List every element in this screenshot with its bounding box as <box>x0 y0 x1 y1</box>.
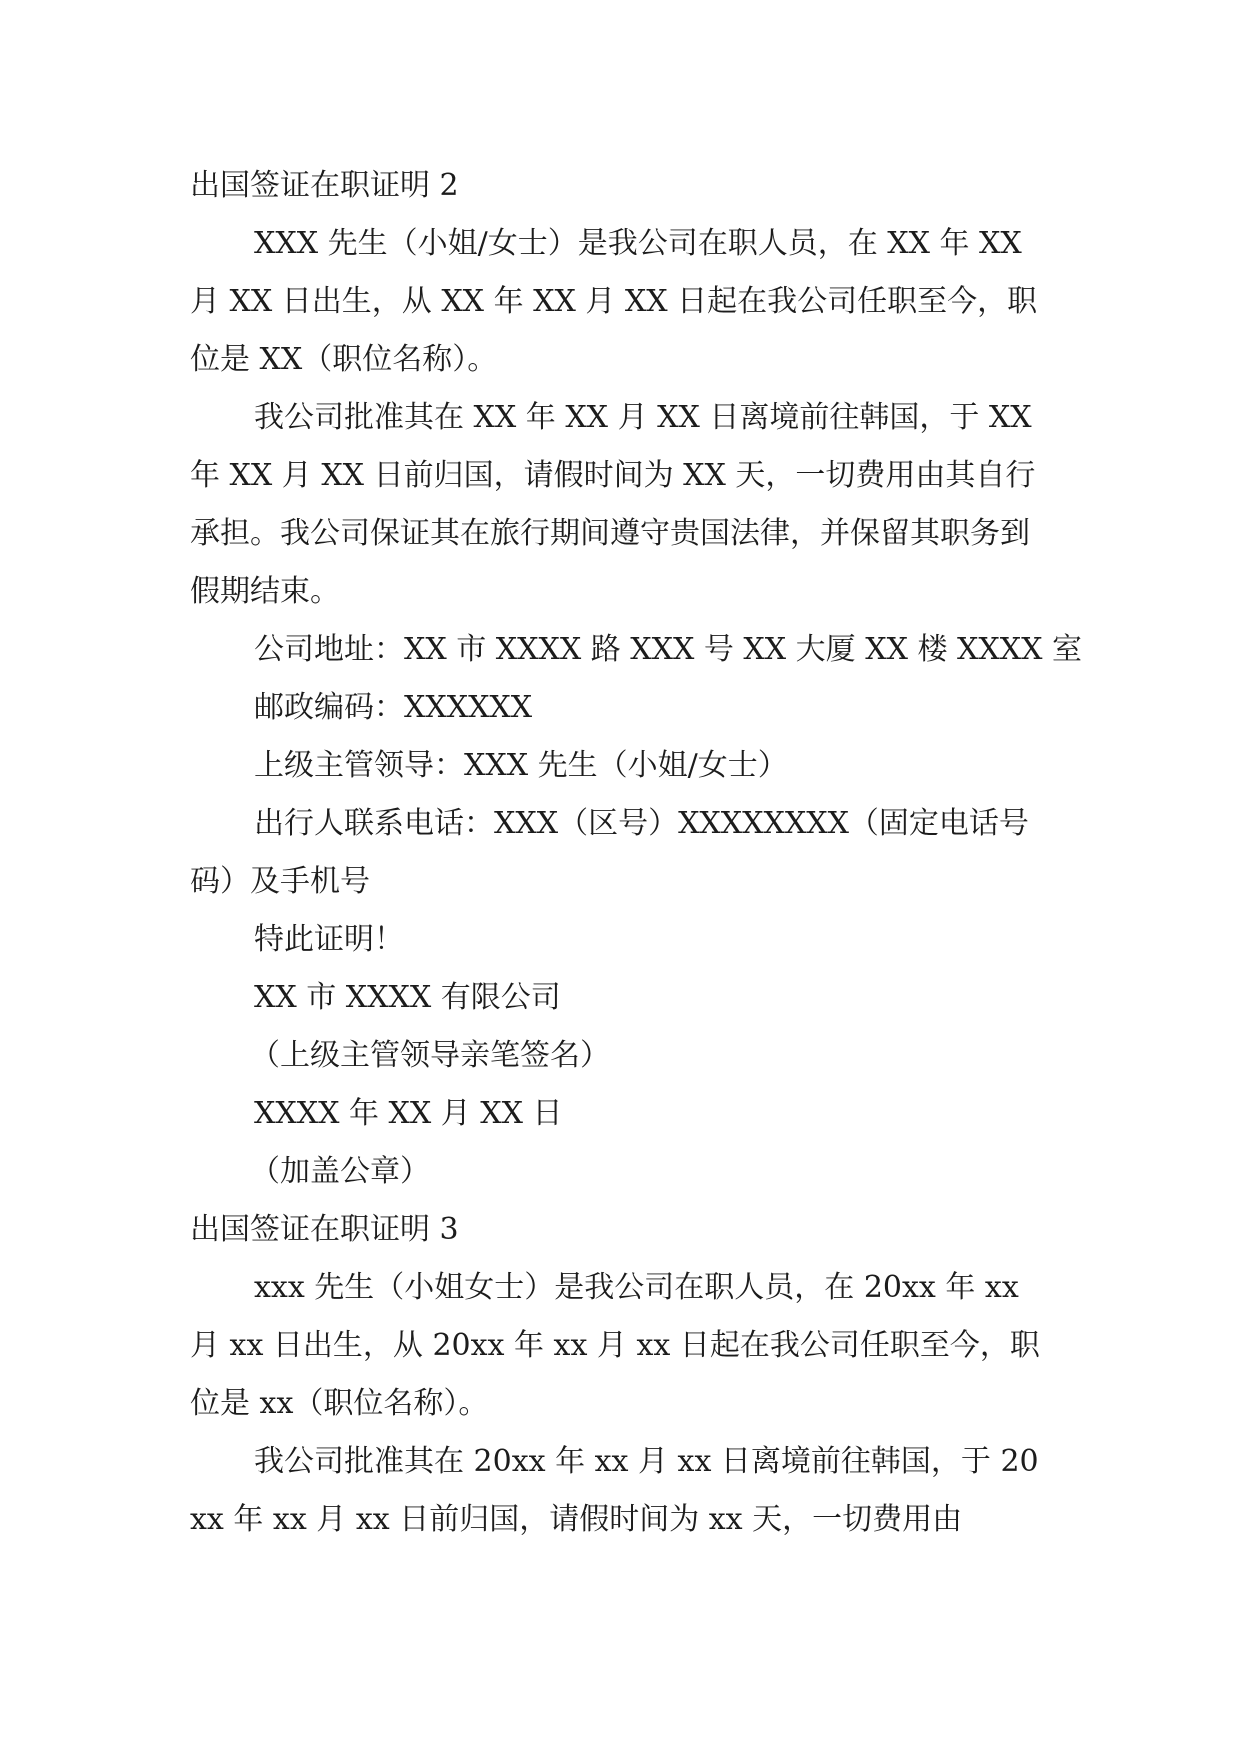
supervisor: 上级主管领导：XXX 先生（小姐/女士） <box>254 748 788 783</box>
issue-date: XXXX 年 XX 月 XX 日 <box>254 1096 563 1131</box>
section-3-paragraph-1: xxx 先生（小姐女士）是我公司在职人员，在 20xx 年 xx 月 xx 日出生，从 20xx 年 xx 月 xx 日起在我公司任职至今，职位是 xx（职位名称）。 <box>190 1270 1040 1421</box>
contact-phone: 出行人联系电话：XXX（区号）XXXXXXXX（固定电话号码）及手机号 <box>190 806 1029 899</box>
section-3-paragraph-2: 我公司批准其在 20xx 年 xx 月 xx 日离境前往韩国，于 20xx 年 xx 月 xx 日前归国，请假时间为 xx 天，一切费用由 <box>190 1444 1039 1537</box>
company-name: XX 市 XXXX 有限公司 <box>254 980 561 1015</box>
seal-note: （加盖公章） <box>250 1154 430 1189</box>
postal-code: 邮政编码：XXXXXX <box>254 690 533 725</box>
section-2-title: 出国签证在职证明 2 <box>190 168 459 203</box>
signature-note: （上级主管领导亲笔签名） <box>250 1038 610 1073</box>
company-address: 公司地址：XX 市 XXXX 路 XXX 号 XX 大厦 XX 楼 XXXX 室 <box>254 632 1082 667</box>
section-3-title: 出国签证在职证明 3 <box>190 1212 459 1247</box>
certify-statement: 特此证明！ <box>254 922 404 957</box>
section-2-paragraph-2: 我公司批准其在 XX 年 XX 月 XX 日离境前往韩国，于 XX 年 XX 月 XX 日前归国，请假时间为 XX 天，一切费用由其自行承担。我公司保证其在旅行期间遵守贵国法律，并保留其职务到假期结束。 <box>190 400 1036 609</box>
section-2-paragraph-1: XXX 先生（小姐/女士）是我公司在职人员，在 XX 年 XX 月 XX 日出生，从 XX 年 XX 月 XX 日起在我公司任职至今，职位是 XX（职位名称）。 <box>190 226 1038 377</box>
